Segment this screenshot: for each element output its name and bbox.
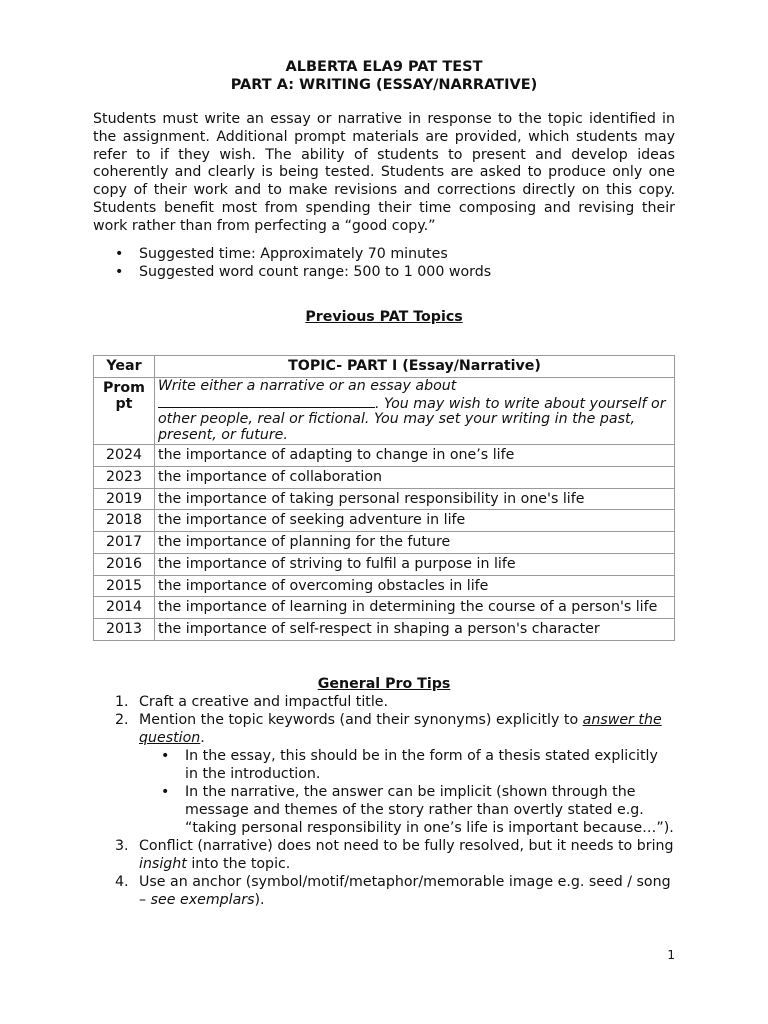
topics-table bbox=[93, 355, 675, 641]
answer-the-question-emphasis: answer the question bbox=[139, 712, 662, 746]
row-topic: the importance of striving to fulfil a purpose in life bbox=[155, 553, 675, 575]
row-year: 2014 bbox=[94, 597, 155, 619]
row-topic: the importance of self-respect in shaping a person's character bbox=[155, 619, 675, 641]
row-topic: the importance of overcoming obstacles in life bbox=[155, 575, 675, 597]
row-topic: the importance of taking personal responsibility in one's life bbox=[155, 488, 675, 510]
prompt-label: Prompt bbox=[94, 378, 155, 445]
row-topic: the importance of adapting to change in one’s life bbox=[155, 445, 675, 467]
tip-item-3: 3. Conflict (narrative) does not need to be fully resolved, but it needs to bring insight into the topic. bbox=[115, 838, 674, 872]
tip-number: 2. bbox=[115, 712, 129, 728]
tip-number: 1. bbox=[115, 694, 129, 710]
table-row bbox=[94, 445, 675, 467]
tip-2-subpoints bbox=[139, 747, 675, 837]
table-row bbox=[94, 619, 675, 641]
table-row bbox=[94, 553, 675, 575]
narrative-subpoint: • In the narrative, the answer can be implicit (shown through the message and themes of the story rather than overtly stated e.g. “taking personal responsibility in one’s life is important because…”). bbox=[139, 783, 675, 837]
tip-text: Mention the topic keywords (and their synonyms) explicitly to bbox=[139, 712, 583, 728]
pro-tips-heading: General Pro Tips bbox=[317, 676, 451, 692]
row-year: 2023 bbox=[94, 467, 155, 489]
row-year: 2016 bbox=[94, 553, 155, 575]
tip-number: 4. bbox=[115, 874, 129, 890]
row-year: 2013 bbox=[94, 619, 155, 641]
row-year: 2015 bbox=[94, 575, 155, 597]
year-column-header: Year bbox=[94, 356, 155, 378]
tip-item-1 bbox=[93, 693, 675, 711]
row-year: 2019 bbox=[94, 488, 155, 510]
intro-paragraph: Students must write an essay or narrative in response to the topic identified in the assignment. Additional prompt materials are provided, which students may refer to if they wish. The ability of students to present and develop ideas coherently and clearly is being tested. Students are asked to produce only one copy of their work and to make revisions and corrections directly on this copy. Students benefit most from spending their time composing and revising their work rather than from perfecting a “good copy.” bbox=[93, 111, 675, 234]
row-topic: the importance of learning in determining the course of a person's life bbox=[155, 597, 675, 619]
page-number: 1 bbox=[667, 948, 675, 962]
insight-emphasis: insight bbox=[139, 856, 187, 872]
see-exemplars-emphasis: see exemplars bbox=[150, 892, 255, 908]
table-row bbox=[94, 510, 675, 532]
prompt-row bbox=[94, 378, 675, 445]
table-row bbox=[94, 532, 675, 554]
table-row bbox=[94, 597, 675, 619]
suggested-word-count: • Suggested word count range: 500 to 1 000 words bbox=[93, 263, 675, 281]
tip-number: 3. bbox=[115, 838, 129, 854]
table-header-row bbox=[94, 356, 675, 378]
table-row bbox=[94, 488, 675, 510]
row-year: 2018 bbox=[94, 510, 155, 532]
tip-text: Use an anchor (symbol/motif/metaphor/memorable image e.g. seed / song – bbox=[139, 874, 671, 908]
row-year: 2024 bbox=[94, 445, 155, 467]
prompt-text: Write either a narrative or an essay about. You may wish to write about yourself or other people, real or fictional. You may set your writing in the past, present, or future. bbox=[155, 378, 675, 445]
previous-topics-heading: Previous PAT Topics bbox=[305, 309, 463, 325]
row-topic: the importance of seeking adventure in life bbox=[155, 510, 675, 532]
row-topic: the importance of planning for the future bbox=[155, 532, 675, 554]
tip-item-2: 2. Mention the topic keywords (and their synonyms) explicitly to answer the question. • In the essay, this should be in the form of a thesis stated explicitly in the introduction. • In the narrative, the answer can be implicit (shown through the message and themes of the story rather than overtly stated e.g. “taking personal responsibility in one’s life is important because…”). bbox=[93, 711, 675, 837]
row-topic: the importance of collaboration bbox=[155, 467, 675, 489]
suggestion-list bbox=[93, 245, 675, 281]
topic-blank-line bbox=[158, 395, 375, 408]
topic-column-header: TOPIC- PART I (Essay/Narrative) bbox=[155, 356, 675, 378]
title-line-2: PART A: WRITING (ESSAY/NARRATIVE) bbox=[230, 77, 538, 93]
title-line-1: ALBERTA ELA9 PAT TEST bbox=[285, 59, 483, 75]
tip-text: Conflict (narrative) does not need to be fully resolved, but it needs to bring bbox=[139, 838, 674, 854]
document-title bbox=[93, 58, 675, 94]
suggested-time: • Suggested time: Approximately 70 minutes bbox=[93, 245, 675, 263]
row-year: 2017 bbox=[94, 532, 155, 554]
table-row bbox=[94, 575, 675, 597]
essay-subpoint: • In the essay, this should be in the form of a thesis stated explicitly in the introduction. bbox=[139, 747, 675, 783]
table-row bbox=[94, 467, 675, 489]
pro-tips-list bbox=[93, 693, 675, 909]
tip-item-4: 4. Use an anchor (symbol/motif/metaphor/memorable image e.g. seed / song – see exemplars). bbox=[115, 874, 671, 908]
tip-text: Craft a creative and impactful title. bbox=[139, 694, 389, 710]
